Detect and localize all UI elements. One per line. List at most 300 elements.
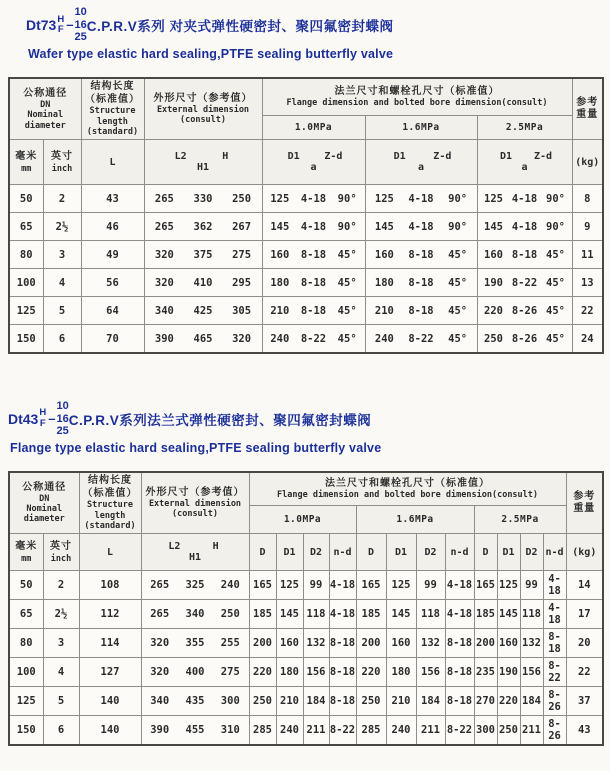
table-cell-value: 210 — [270, 304, 290, 317]
col-header-mm: 毫米 mm — [9, 534, 43, 571]
table-cell-value: 410 — [193, 276, 213, 289]
table-cell: 165 — [474, 571, 497, 600]
pressure-25: 25 — [74, 31, 87, 44]
table-cell: 4-18 — [445, 600, 474, 629]
table-cell-value: 4-18 — [408, 192, 434, 205]
pressure-header-2-5mpa: 2.5MPa — [474, 506, 566, 534]
table-cell-value: 190 — [484, 276, 503, 289]
table-cell-value: 45° — [448, 332, 468, 345]
table-cell-value: 160 — [270, 248, 290, 261]
table-cell-value: 4-18 — [511, 220, 538, 233]
table-cell-value: 320 — [150, 637, 170, 650]
table-cell-value: 90° — [337, 192, 357, 205]
table-cell — [365, 185, 477, 213]
table-cell-value: 90° — [546, 220, 565, 233]
table-cell-value: 275 — [232, 248, 252, 261]
table-cell: 185 — [474, 600, 497, 629]
table-cell: 235 — [474, 658, 497, 687]
table-cell-value: 275 — [220, 666, 240, 679]
table-cell: 100 — [9, 658, 43, 687]
table-cell: 118 — [303, 600, 329, 629]
table-cell: 14 — [566, 571, 603, 600]
table-cell-value: 180 — [374, 276, 394, 289]
col-header-weight: 参考 重量 — [572, 78, 603, 140]
model-dash: – — [48, 411, 56, 427]
table-cell: 125 — [497, 571, 520, 600]
col-header-flange-dimension: 法兰尺寸和螺栓孔尺寸（标准值） Flange dimension and bolted bore dimension(consult) — [249, 472, 566, 506]
table-cell: 185 — [249, 600, 276, 629]
table-cell: 80 — [9, 241, 43, 269]
col-header-D2: D2 — [520, 534, 543, 571]
table-cell: 37 — [566, 687, 603, 716]
table-cell: 127 — [79, 658, 141, 687]
table-cell: 43 — [81, 185, 144, 213]
col-header-flange-sub-1-6: D1 Z-d a — [365, 140, 477, 185]
table-cell-value: 390 — [150, 724, 170, 737]
table-cell-value: 8-18 — [511, 248, 538, 261]
table-cell-value: 250 — [232, 192, 252, 205]
section-wafer-title — [26, 6, 602, 61]
table-cell — [365, 297, 477, 325]
table-row — [9, 571, 603, 600]
table-cell: 43 — [566, 716, 603, 745]
table-cell: 4-18 — [329, 571, 356, 600]
table-cell: 210 — [276, 687, 303, 716]
table-cell-value: 45° — [448, 276, 468, 289]
table-cell-value: 8-22 — [408, 332, 434, 345]
model-dash: – — [66, 17, 74, 33]
table-cell: 56 — [81, 269, 144, 297]
table-cell — [144, 269, 262, 297]
table-cell-value: 45° — [448, 248, 468, 261]
table-cell: 300 — [474, 716, 497, 745]
table-cell-value: 300 — [220, 695, 240, 708]
table-cell: 9 — [572, 213, 603, 241]
table-cell — [262, 325, 365, 353]
table-cell: 8 — [572, 185, 603, 213]
table-cell-value: 295 — [232, 276, 252, 289]
table-cell: 99 — [303, 571, 329, 600]
table-cell: 211 — [520, 716, 543, 745]
table-cell: 8-26 — [543, 716, 566, 745]
table-cell: 200 — [249, 629, 276, 658]
table-cell — [141, 629, 249, 658]
table-cell — [477, 269, 572, 297]
table-cell-value: 340 — [150, 695, 170, 708]
pressure-10: 10 — [56, 399, 69, 412]
table-cell: 8-18 — [329, 629, 356, 658]
page-title-en: Flange type elastic hard sealing,PTFE sealing butterfly valve — [10, 440, 382, 455]
col-header-n-d: n-d — [445, 534, 474, 571]
table-cell: 285 — [249, 716, 276, 745]
col-header-inch: 英寸 inch — [43, 534, 79, 571]
table-cell-value: 45° — [546, 304, 565, 317]
table-cell: 114 — [79, 629, 141, 658]
col-header-D: D — [356, 534, 386, 571]
table-cell: 220 — [249, 658, 276, 687]
table-cell-value: 220 — [484, 304, 503, 317]
table-cell-value: 362 — [193, 220, 213, 233]
col-header-D: D — [249, 534, 276, 571]
table-cell: 250 — [249, 687, 276, 716]
table-cell-value: 310 — [220, 724, 240, 737]
table-cell: 145 — [497, 600, 520, 629]
model-prefix: Dt73 — [26, 16, 57, 33]
table-cell-value: 465 — [193, 332, 213, 345]
col-header-D1: D1 — [497, 534, 520, 571]
col-header-kg: (kg) — [566, 534, 603, 571]
table-cell-value: 8-18 — [408, 276, 434, 289]
table-cell — [477, 241, 572, 269]
table-cell: 8-18 — [329, 687, 356, 716]
table-cell: 160 — [386, 629, 416, 658]
col-header-D2: D2 — [416, 534, 445, 571]
table-cell: 132 — [303, 629, 329, 658]
table-cell: 49 — [81, 241, 144, 269]
table-cell: 46 — [81, 213, 144, 241]
col-header-D1: D1 — [386, 534, 416, 571]
table-cell: 2 — [43, 185, 81, 213]
table-cell-value: 320 — [150, 666, 170, 679]
table-cell: 140 — [79, 716, 141, 745]
series-name-zh: C.P.R.V系列法兰式弹性硬密封、聚四氟密封蝶阀 — [68, 412, 372, 428]
table-cell: 8-18 — [445, 687, 474, 716]
table-cell: 4 — [43, 269, 81, 297]
table-cell: 65 — [9, 600, 43, 629]
table-cell: 80 — [9, 629, 43, 658]
table-cell: 180 — [276, 658, 303, 687]
table-cell-value: 125 — [270, 192, 290, 205]
table-cell: 185 — [356, 600, 386, 629]
table-cell: 22 — [566, 658, 603, 687]
table-cell: 150 — [9, 325, 43, 353]
table-cell-value: 210 — [374, 304, 394, 317]
table-cell: 210 — [386, 687, 416, 716]
table-cell: 2 — [43, 571, 79, 600]
table-cell — [477, 185, 572, 213]
col-header-D1: D1 — [276, 534, 303, 571]
model-sup: H — [57, 13, 65, 25]
table-cell-value: 160 — [374, 248, 394, 261]
table-cell: 8-18 — [543, 629, 566, 658]
table-cell-value: 45° — [337, 304, 357, 317]
wafer-spec-table — [8, 77, 604, 354]
table-cell: 3 — [43, 241, 81, 269]
table-cell-value: 90° — [448, 220, 468, 233]
model-prefix: Dt43 — [8, 410, 39, 427]
page-title-zh — [26, 6, 602, 44]
col-header-l2-h-h1: L2 H H1 — [144, 140, 262, 185]
table-cell: 250 — [356, 687, 386, 716]
pressure-header-1-0mpa: 1.0MPa — [262, 116, 365, 140]
table-cell-value: 340 — [154, 304, 174, 317]
table-cell: 285 — [356, 716, 386, 745]
table-cell: 3 — [43, 629, 79, 658]
table-cell — [141, 658, 249, 687]
table-cell: 13 — [572, 269, 603, 297]
table-row — [9, 241, 603, 269]
table-cell-value: 45° — [546, 248, 565, 261]
table-cell: 184 — [416, 687, 445, 716]
table-row — [9, 185, 603, 213]
table-cell: 4-18 — [329, 600, 356, 629]
table-cell: 118 — [520, 600, 543, 629]
table-cell: 20 — [566, 629, 603, 658]
col-header-n-d: n-d — [329, 534, 356, 571]
table-cell-value: 8-22 — [300, 332, 327, 345]
table-cell: 2½ — [43, 600, 79, 629]
table-cell-value: 400 — [185, 666, 205, 679]
table-cell — [365, 213, 477, 241]
table-cell: 240 — [276, 716, 303, 745]
table-cell: 140 — [79, 687, 141, 716]
col-header-nominal-diameter: 公称通径 DN Nominal diameter — [9, 78, 81, 140]
table-cell-value: 45° — [448, 304, 468, 317]
table-cell: 250 — [497, 716, 520, 745]
table-cell: 50 — [9, 185, 43, 213]
table-cell-value: 4-18 — [300, 192, 327, 205]
table-cell-value: 267 — [232, 220, 252, 233]
table-cell-value: 8-18 — [300, 276, 327, 289]
table-cell-value: 90° — [546, 192, 565, 205]
table-cell — [262, 213, 365, 241]
table-cell-value: 8-18 — [408, 248, 434, 261]
table-cell: 211 — [416, 716, 445, 745]
table-cell: 184 — [303, 687, 329, 716]
table-cell-value: 435 — [185, 695, 205, 708]
table-cell-value: 4-18 — [300, 220, 327, 233]
model-pressure-stack — [74, 6, 86, 44]
table-cell: 165 — [356, 571, 386, 600]
table-cell: 65 — [9, 213, 43, 241]
table-cell: 4-18 — [445, 571, 474, 600]
model-hf-stack — [39, 408, 46, 429]
table-cell-value: 8-26 — [511, 304, 538, 317]
table-cell: 5 — [43, 687, 79, 716]
table-cell-value: 160 — [484, 248, 503, 261]
table-cell: 4-18 — [543, 600, 566, 629]
table-cell — [365, 269, 477, 297]
table-cell: 24 — [572, 325, 603, 353]
table-row — [9, 629, 603, 658]
table-cell: 211 — [303, 716, 329, 745]
pressure-25: 25 — [56, 425, 69, 438]
col-header-n-d: n-d — [543, 534, 566, 571]
table-cell-value: 125 — [484, 192, 503, 205]
table-cell-value: 390 — [154, 332, 174, 345]
table-cell: 160 — [497, 629, 520, 658]
table-cell-value: 180 — [270, 276, 290, 289]
col-header-kg: (kg) — [572, 140, 603, 185]
pressure-header-1-0mpa: 1.0MPa — [249, 506, 356, 534]
flange-spec-table — [8, 471, 604, 746]
pressure-16: 16 — [56, 412, 69, 425]
pressure-10: 10 — [74, 6, 87, 18]
table-row — [9, 325, 603, 353]
table-cell-value: 90° — [337, 220, 357, 233]
table-cell: 64 — [81, 297, 144, 325]
wafer-table-body — [9, 185, 603, 353]
col-header-l2-h-h1: L2 H H1 — [141, 534, 249, 571]
col-header-flange-sub-2-5: D1 Z-d a — [477, 140, 572, 185]
table-row — [9, 687, 603, 716]
table-cell: 2½ — [43, 213, 81, 241]
col-header-inch: 英寸 inch — [43, 140, 81, 185]
table-cell: 100 — [9, 269, 43, 297]
table-cell-value: 8-18 — [300, 248, 327, 261]
col-header-weight: 参考 重量 — [566, 472, 603, 534]
table-cell: 125 — [9, 687, 43, 716]
table-cell-value: 265 — [150, 579, 170, 592]
table-cell — [144, 325, 262, 353]
pressure-header-2-5mpa: 2.5MPa — [477, 116, 572, 140]
table-cell: 11 — [572, 241, 603, 269]
table-cell-value: 255 — [220, 637, 240, 650]
table-cell — [141, 571, 249, 600]
table-cell: 165 — [249, 571, 276, 600]
table-cell: 112 — [79, 600, 141, 629]
table-cell — [141, 687, 249, 716]
table-cell-value: 265 — [150, 608, 170, 621]
table-cell — [144, 241, 262, 269]
table-cell-value: 325 — [185, 579, 205, 592]
table-cell: 132 — [520, 629, 543, 658]
table-cell: 156 — [416, 658, 445, 687]
table-cell-value: 4-18 — [511, 192, 538, 205]
model-sub: F — [57, 23, 64, 35]
table-cell-value: 145 — [484, 220, 503, 233]
table-cell: 8-22 — [543, 658, 566, 687]
table-cell: 108 — [79, 571, 141, 600]
col-header-structure-length: 结构长度 （标准值） Structure length (standard) — [79, 472, 141, 534]
table-cell: 156 — [303, 658, 329, 687]
page-title-zh — [8, 400, 602, 438]
table-cell-value: 45° — [337, 332, 357, 345]
table-cell: 180 — [386, 658, 416, 687]
table-cell-value: 45° — [337, 248, 357, 261]
table-cell — [477, 213, 572, 241]
table-cell — [262, 241, 365, 269]
table-cell-value: 305 — [232, 304, 252, 317]
table-cell-value: 320 — [232, 332, 252, 345]
table-cell-value: 240 — [270, 332, 290, 345]
col-header-D: D — [474, 534, 497, 571]
table-cell: 99 — [520, 571, 543, 600]
table-cell-value: 45° — [546, 276, 565, 289]
table-row — [9, 716, 603, 745]
table-cell: 220 — [356, 658, 386, 687]
table-cell-value: 330 — [193, 192, 213, 205]
table-cell: 70 — [81, 325, 144, 353]
table-cell — [262, 269, 365, 297]
table-cell-value: 8-26 — [511, 332, 538, 345]
table-cell: 150 — [9, 716, 43, 745]
col-header-flange-sub-1-0: D1 Z-d a — [262, 140, 365, 185]
table-cell-value: 8-18 — [408, 304, 434, 317]
table-cell — [477, 325, 572, 353]
table-cell-value: 4-18 — [408, 220, 434, 233]
section-flange-title — [8, 400, 602, 455]
table-cell: 220 — [497, 687, 520, 716]
col-header-external-dimension: 外形尺寸（参考值） External dimension (consult) — [141, 472, 249, 534]
col-header-L: L — [81, 140, 144, 185]
table-cell: 184 — [520, 687, 543, 716]
col-header-flange-dimension: 法兰尺寸和螺栓孔尺寸（标准值） Flange dimension and bolted bore dimension(consult) — [262, 78, 572, 116]
model-sup: H — [39, 407, 47, 419]
table-cell: 6 — [43, 325, 81, 353]
table-cell — [365, 325, 477, 353]
table-cell: 118 — [416, 600, 445, 629]
table-cell — [144, 185, 262, 213]
table-row — [9, 269, 603, 297]
table-cell-value: 8-22 — [511, 276, 538, 289]
table-cell-value: 250 — [484, 332, 503, 345]
table-cell-value: 265 — [154, 220, 174, 233]
col-header-external-dimension: 外形尺寸（参考值） External dimension (consult) — [144, 78, 262, 140]
table-cell: 200 — [474, 629, 497, 658]
table-cell: 8-26 — [543, 687, 566, 716]
flange-table-body — [9, 571, 603, 745]
table-cell — [477, 297, 572, 325]
table-cell: 270 — [474, 687, 497, 716]
table-cell: 125 — [9, 297, 43, 325]
table-cell-value: 320 — [154, 276, 174, 289]
table-cell: 125 — [386, 571, 416, 600]
table-cell: 50 — [9, 571, 43, 600]
table-cell: 5 — [43, 297, 81, 325]
table-cell-value: 90° — [448, 192, 468, 205]
table-cell-value: 145 — [270, 220, 290, 233]
table-cell: 4 — [43, 658, 79, 687]
table-cell — [144, 213, 262, 241]
col-header-L: L — [79, 534, 141, 571]
table-cell: 125 — [276, 571, 303, 600]
table-cell: 4-18 — [543, 571, 566, 600]
table-cell — [141, 600, 249, 629]
model-hf-stack — [57, 15, 64, 36]
table-cell: 8-18 — [445, 658, 474, 687]
table-cell: 145 — [386, 600, 416, 629]
table-cell-value: 425 — [193, 304, 213, 317]
pressure-header-1-6mpa: 1.6MPa — [356, 506, 474, 534]
table-cell-value: 145 — [374, 220, 394, 233]
table-cell-value: 340 — [185, 608, 205, 621]
table-cell-value: 240 — [220, 579, 240, 592]
table-cell-value: 125 — [374, 192, 394, 205]
table-cell: 8-18 — [445, 629, 474, 658]
table-cell: 17 — [566, 600, 603, 629]
table-cell-value: 455 — [185, 724, 205, 737]
table-cell: 145 — [276, 600, 303, 629]
pressure-16: 16 — [74, 18, 87, 31]
table-cell: 22 — [572, 297, 603, 325]
model-pressure-stack — [56, 400, 68, 438]
table-cell: 99 — [416, 571, 445, 600]
table-cell-value: 320 — [154, 248, 174, 261]
table-row — [9, 297, 603, 325]
table-cell: 8-22 — [329, 716, 356, 745]
table-cell-value: 45° — [546, 332, 565, 345]
series-name-zh: C.P.R.V系列 对夹式弹性硬密封、聚四氟密封蝶阀 — [86, 18, 394, 34]
pressure-header-1-6mpa: 1.6MPa — [365, 116, 477, 140]
table-cell — [262, 185, 365, 213]
table-cell — [141, 716, 249, 745]
model-sub: F — [39, 417, 46, 429]
table-cell-value: 45° — [337, 276, 357, 289]
table-cell: 8-18 — [329, 658, 356, 687]
table-cell — [144, 297, 262, 325]
table-cell-value: 355 — [185, 637, 205, 650]
